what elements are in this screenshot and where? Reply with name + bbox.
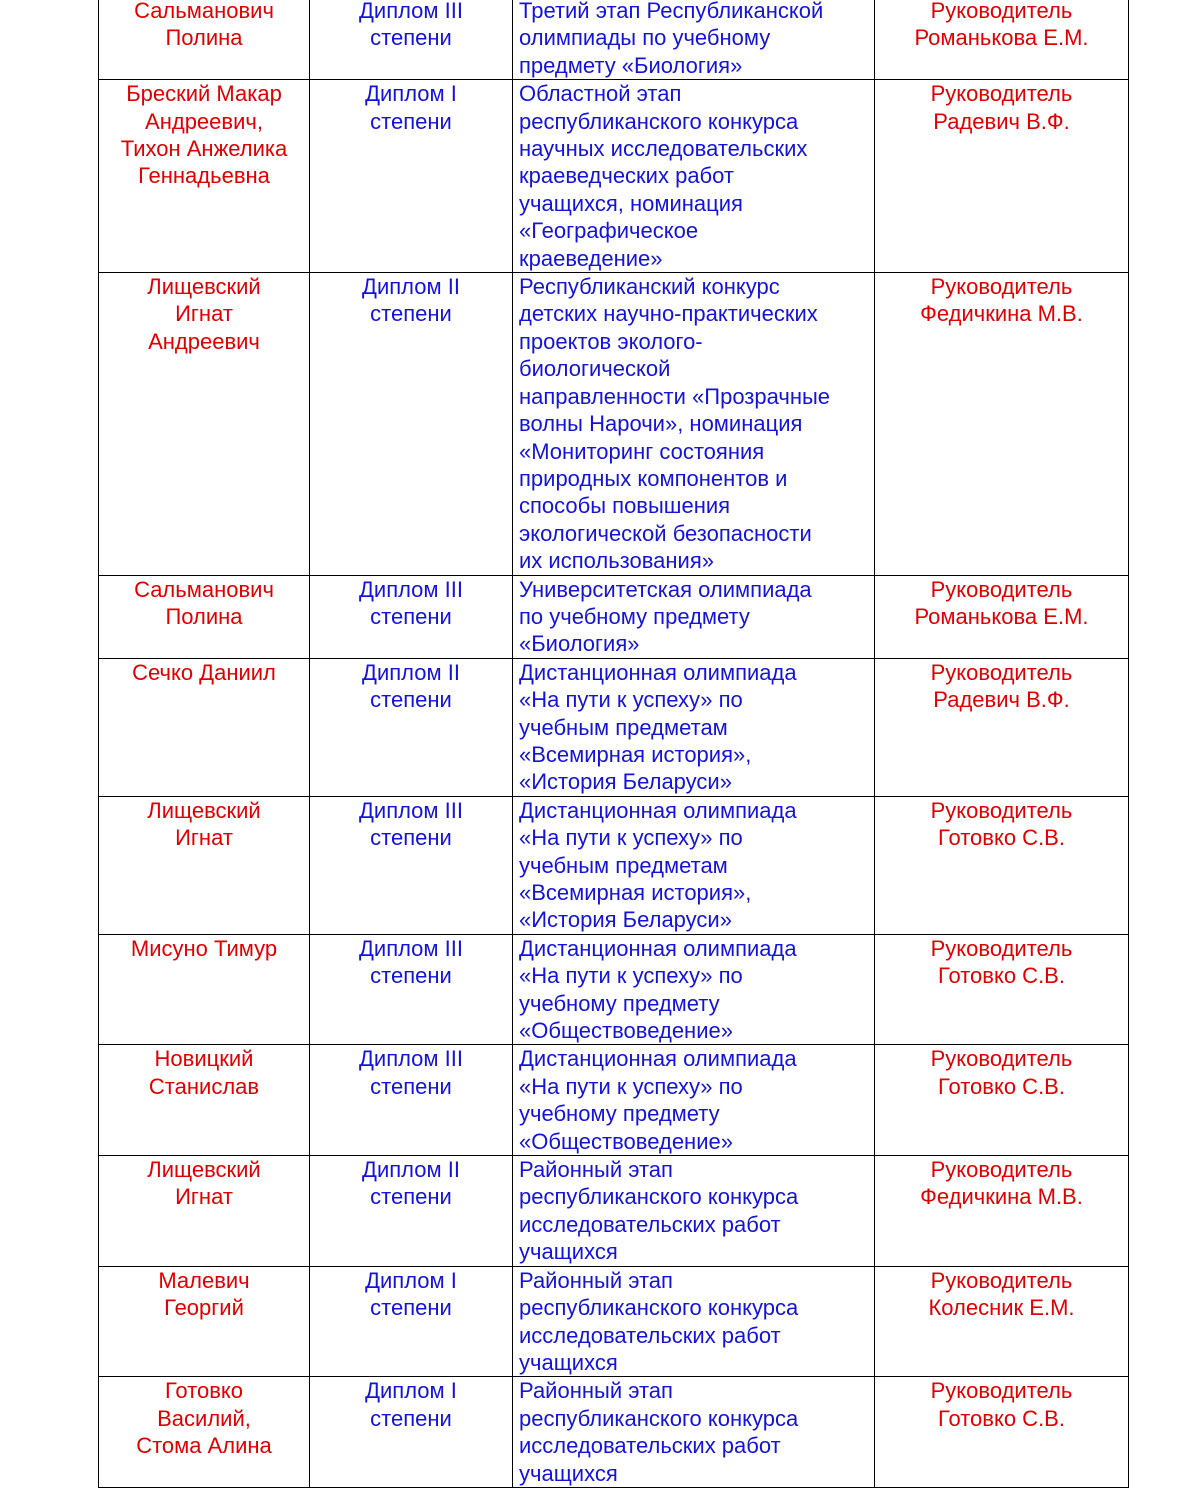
leader-line: Готовко С.В. — [938, 1405, 1065, 1431]
student-name-cell — [99, 658, 310, 796]
student-name-line: Полина — [165, 603, 243, 629]
event-line: Районный этап — [519, 1157, 673, 1183]
student-name-line: Сальманович — [134, 0, 274, 23]
diploma-line: степени — [370, 1184, 452, 1210]
leader-line: Руководитель — [930, 274, 1073, 300]
diploma-line: Диплом III — [359, 0, 463, 23]
event-line: Дистанционная олимпиада — [519, 1046, 797, 1072]
leader-cell — [875, 0, 1129, 80]
student-name-cell — [99, 934, 310, 1045]
event-line: экологической безопасности — [519, 520, 812, 546]
event-line: «Географическое — [519, 218, 699, 244]
student-name-line: Лищевский — [147, 797, 261, 823]
event-line: олимпиады по учебному — [519, 25, 771, 51]
table-row — [99, 796, 1129, 934]
event-line: краеведческих работ — [519, 163, 734, 189]
diploma-line: Диплом II — [362, 1157, 460, 1183]
event-line: волны Нарочи», номинация — [519, 411, 803, 437]
diploma-line: Диплом II — [362, 659, 460, 685]
event-cell — [513, 1156, 875, 1267]
event-line: «На пути к успеху» по — [519, 825, 743, 851]
leader-line: Романькова Е.М. — [914, 25, 1089, 51]
event-line: Районный этап — [519, 1378, 673, 1404]
leader-cell — [875, 796, 1129, 934]
leader-line: Романькова Е.М. — [914, 603, 1089, 629]
leader-cell — [875, 934, 1129, 1045]
event-line: учебному предмету — [519, 990, 720, 1016]
event-cell — [513, 796, 875, 934]
event-cell — [513, 1377, 875, 1488]
diploma-cell — [310, 1156, 513, 1267]
event-line: по учебному предмету — [519, 603, 750, 629]
diploma-cell — [310, 1045, 513, 1156]
student-name-line: Готовко — [164, 1378, 244, 1404]
awards-table — [98, 0, 1129, 1488]
diploma-line: Диплом III — [359, 935, 463, 961]
diploma-cell — [310, 796, 513, 934]
student-name-cell — [99, 575, 310, 658]
event-line: детских научно-практических — [519, 301, 818, 327]
student-name-line: Лищевский — [147, 274, 261, 300]
event-line: учащихся — [519, 1460, 618, 1486]
leader-line: Руководитель — [930, 1157, 1073, 1183]
event-cell — [513, 658, 875, 796]
table-row — [99, 1266, 1129, 1377]
event-line: «История Беларуси» — [519, 907, 732, 933]
table-row — [99, 1377, 1129, 1488]
leader-cell — [875, 1045, 1129, 1156]
diploma-line: степени — [370, 1295, 452, 1321]
table-row — [99, 273, 1129, 575]
diploma-cell — [310, 1266, 513, 1377]
leader-line: Радевич В.Ф. — [933, 687, 1070, 713]
student-name-cell — [99, 0, 310, 80]
student-name-line: Игнат — [175, 1184, 233, 1210]
student-name-cell — [99, 1266, 310, 1377]
student-name-line: Мисуно Тимур — [130, 935, 278, 961]
event-line: «На пути к успеху» по — [519, 963, 743, 989]
awards-table-body — [99, 0, 1129, 1487]
event-line: проектов эколого- — [519, 328, 703, 354]
event-line: направленности «Прозрачные — [519, 383, 831, 409]
event-line: исследовательских работ — [519, 1433, 781, 1459]
event-line: республиканского конкурса — [519, 1295, 799, 1321]
leader-cell — [875, 658, 1129, 796]
diploma-cell — [310, 934, 513, 1045]
diploma-cell — [310, 1377, 513, 1488]
student-name-line: Сальманович — [134, 576, 274, 602]
leader-line: Федичкина М.В. — [920, 1184, 1083, 1210]
leader-cell — [875, 273, 1129, 575]
leader-cell — [875, 80, 1129, 273]
diploma-line: степени — [370, 687, 452, 713]
diploma-line: Диплом III — [359, 1046, 463, 1072]
diploma-line: степени — [370, 301, 452, 327]
diploma-cell — [310, 273, 513, 575]
event-line: учащихся, номинация — [519, 190, 743, 216]
event-line: их использования» — [519, 548, 714, 574]
event-line: Третий этап Республиканской — [519, 0, 824, 23]
event-line: республиканского конкурса — [519, 1184, 799, 1210]
student-name-cell — [99, 1377, 310, 1488]
student-name-line: Малевич — [158, 1267, 250, 1293]
diploma-line: Диплом I — [365, 1267, 457, 1293]
event-line: учащихся — [519, 1239, 618, 1265]
diploma-line: степени — [370, 963, 452, 989]
diploma-line: степени — [370, 1405, 452, 1431]
student-name-line: Лищевский — [147, 1157, 261, 1183]
leader-line: Руководитель — [930, 1046, 1073, 1072]
leader-line: Федичкина М.В. — [920, 301, 1083, 327]
diploma-line: степени — [370, 1073, 452, 1099]
student-name-cell — [99, 796, 310, 934]
event-line: «Биология» — [519, 631, 640, 657]
event-line: «На пути к успеху» по — [519, 1073, 743, 1099]
leader-line: Руководитель — [930, 1378, 1073, 1404]
table-row — [99, 1045, 1129, 1156]
student-name-line: Андреевич, — [145, 108, 263, 134]
diploma-line: Диплом I — [365, 81, 457, 107]
event-line: Университетская олимпиада — [519, 576, 812, 602]
event-line: способы повышения — [519, 493, 731, 519]
student-name-line: Геннадьевна — [138, 163, 270, 189]
event-line: Районный этап — [519, 1267, 673, 1293]
student-name-line: Игнат — [175, 301, 233, 327]
event-line: исследовательских работ — [519, 1322, 781, 1348]
event-line: Республиканский конкурс — [519, 274, 780, 300]
event-line: Дистанционная олимпиада — [519, 935, 797, 961]
diploma-line: Диплом I — [365, 1378, 457, 1404]
event-line: биологической — [519, 356, 671, 382]
table-row — [99, 575, 1129, 658]
leader-cell — [875, 1266, 1129, 1377]
table-row — [99, 80, 1129, 273]
student-name-line: Бреский Макар — [126, 81, 282, 107]
leader-line: Руководитель — [930, 659, 1073, 685]
student-name-line: Василий, — [157, 1405, 251, 1431]
student-name-cell — [99, 1156, 310, 1267]
diploma-cell — [310, 658, 513, 796]
leader-line: Руководитель — [930, 935, 1073, 961]
event-line: «Мониторинг состояния — [519, 438, 765, 464]
event-cell — [513, 1045, 875, 1156]
leader-cell — [875, 575, 1129, 658]
diploma-cell — [310, 0, 513, 80]
event-line: республиканского конкурса — [519, 108, 799, 134]
event-line: «Всемирная история», — [519, 880, 752, 905]
diploma-line: Диплом III — [359, 797, 463, 823]
event-line: «Обществоведение» — [519, 1128, 733, 1154]
leader-line: Руководитель — [930, 81, 1073, 107]
student-name-line: Полина — [165, 25, 243, 51]
leader-line: Готовко С.В. — [938, 825, 1065, 851]
event-cell — [513, 273, 875, 575]
event-line: «Обществоведение» — [519, 1018, 733, 1044]
table-row — [99, 0, 1129, 80]
event-line: Областной этап — [519, 81, 682, 107]
event-line: Дистанционная олимпиада — [519, 659, 797, 685]
leader-cell — [875, 1156, 1129, 1267]
event-line: учебным предметам — [519, 852, 728, 878]
student-name-line: Георгий — [164, 1295, 244, 1321]
student-name-line: Сечко Даниил — [132, 659, 276, 685]
leader-line: Радевич В.Ф. — [933, 108, 1070, 134]
event-line: природных компонентов и — [519, 465, 788, 491]
event-line: «Всемирная история», — [519, 741, 752, 767]
diploma-line: Диплом III — [359, 576, 463, 602]
student-name-cell — [99, 1045, 310, 1156]
leader-cell — [875, 1377, 1129, 1488]
event-cell — [513, 934, 875, 1045]
student-name-line: Новицкий — [154, 1046, 254, 1072]
event-line: «История Беларуси» — [519, 769, 732, 795]
event-line: учащихся — [519, 1349, 618, 1375]
diploma-cell — [310, 575, 513, 658]
table-row — [99, 934, 1129, 1045]
event-cell — [513, 80, 875, 273]
student-name-cell — [99, 273, 310, 575]
leader-line: Готовко С.В. — [938, 1073, 1065, 1099]
event-line: предмету «Биология» — [519, 52, 743, 78]
student-name-line: Станислав — [148, 1073, 260, 1099]
student-name-line: Андреевич — [148, 328, 260, 354]
diploma-line: степени — [370, 25, 452, 51]
diploma-cell — [310, 80, 513, 273]
student-name-line: Стома Алина — [136, 1433, 272, 1459]
diploma-line: Диплом II — [362, 274, 460, 300]
table-row — [99, 1156, 1129, 1267]
student-name-cell — [99, 80, 310, 273]
event-line: учебному предмету — [519, 1101, 720, 1127]
leader-line: Руководитель — [930, 576, 1073, 602]
diploma-line: степени — [370, 825, 452, 851]
event-line: Дистанционная олимпиада — [519, 797, 797, 823]
table-row — [99, 658, 1129, 796]
event-cell — [513, 0, 875, 80]
leader-line: Готовко С.В. — [938, 963, 1065, 989]
event-line: «На пути к успеху» по — [519, 687, 743, 713]
event-line: исследовательских работ — [519, 1211, 781, 1237]
leader-line: Руководитель — [930, 0, 1073, 23]
leader-line: Руководитель — [930, 797, 1073, 823]
leader-line: Колесник Е.М. — [928, 1295, 1075, 1321]
student-name-line: Тихон Анжелика — [120, 136, 288, 162]
event-cell — [513, 575, 875, 658]
diploma-line: степени — [370, 108, 452, 134]
event-line: научных исследовательских — [519, 136, 808, 162]
event-line: краеведение» — [519, 245, 663, 271]
event-cell — [513, 1266, 875, 1377]
student-name-line: Игнат — [175, 825, 233, 851]
event-line: республиканского конкурса — [519, 1405, 799, 1431]
diploma-line: степени — [370, 603, 452, 629]
leader-line: Руководитель — [930, 1267, 1073, 1293]
event-line: учебным предметам — [519, 714, 728, 740]
